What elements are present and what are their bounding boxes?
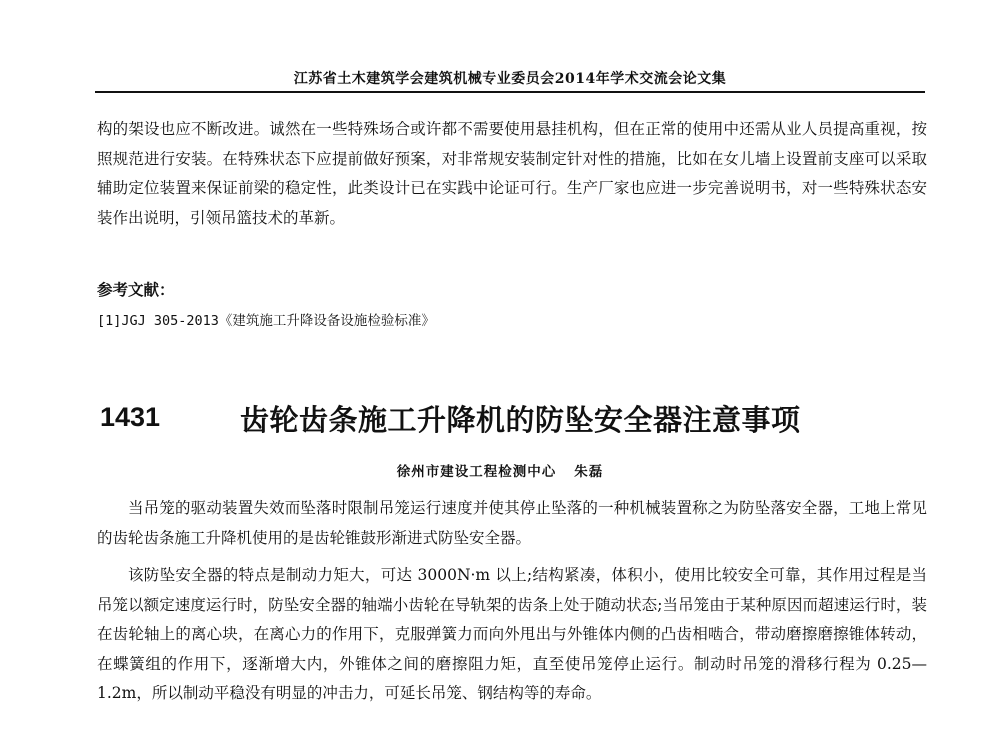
reference-entry: [1]JGJ 305-2013《建筑施工升降设备设施检验标准》	[97, 313, 435, 329]
article-paragraph-2: 该防坠安全器的特点是制动力矩大，可达 3000N·m 以上;结构紧凑，体积小，使用比较安全可靠，其作用过程是当吊笼以额定速度运行时，防坠安全器的轴端小齿轮在导轨架的齿条上处于随动状态;当吊笼由于某种原因而超速运行时，装在齿轮轴上的离心块，在离心力的作用下，克服弹簧力而向外甩出与外锥体内侧的凸齿相啮合，带动磨擦磨擦锥体转动，在蝶簧组的作用下，逐渐增大内，外锥体之间的磨擦阻力矩，直至使吊笼停止运行。制动时吊笼的滑移行程为 0.25—1.2m，所以制动平稳没有明显的冲击力，可延长吊笼、钢结构等的寿命。	[97, 566, 927, 702]
author-name: 朱磊	[574, 464, 604, 480]
article-paragraph-1: 当吊笼的驱动装置失效而坠落时限制吊笼运行速度并使其停止坠落的一种机械装置称之为防坠落安全器，工地上常见的齿轮齿条施工升降机使用的是齿轮锥鼓形渐进式防坠安全器。	[97, 499, 927, 547]
author-affiliation: 徐州市建设工程检测中心	[396, 464, 557, 480]
article-title: 齿轮齿条施工升降机的防坠安全器注意事项	[240, 403, 801, 437]
running-header: 江苏省土木建筑学会建筑机械专业委员会2014年学术交流会论文集	[293, 71, 727, 87]
references-heading: 参考文献：	[97, 280, 175, 299]
previous-article-closing-paragraph: 构的架设也应不断改进。诚然在一些特殊场合或许都不需要使用悬挂机构，但在正常的使用中还需从业人员提高重视，按照规范进行安装。在特殊状态下应提前做好预案，对非常规安装制定针对性的措施，比如在女儿墙上设置前支座可以采取辅助定位装置来保证前梁的稳定性，此类设计已在实践中论证可行。生产厂家也应进一步完善说明书，对一些特殊状态安装作出说明，引领吊篮技术的革新。	[97, 120, 927, 227]
header-rule	[95, 91, 925, 93]
author-line	[0, 460, 1000, 480]
article-number: 1431	[100, 402, 161, 432]
